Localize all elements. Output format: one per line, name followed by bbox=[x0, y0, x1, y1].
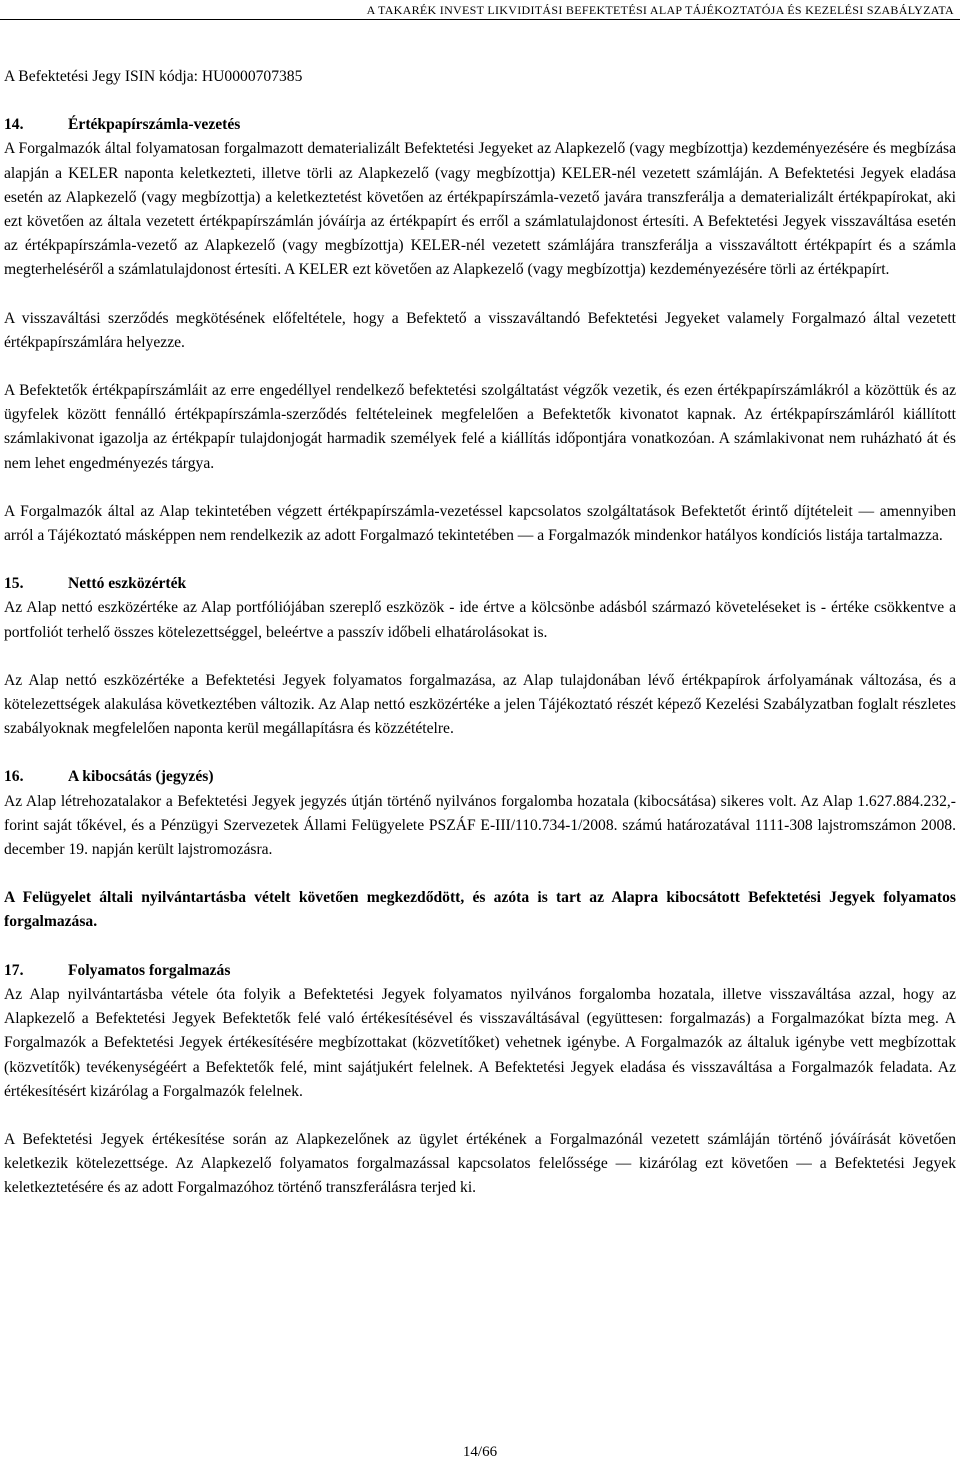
section-number: 15. bbox=[4, 575, 24, 593]
paragraph: Az Alap nettó eszközértéke az Alap portfóliójában szereplő eszközök - ide értve a kölcsönbe adásból származó követeléseket is - értéke csökkentve a portfoliót terhelő összes kötelezettséggel, beleértve a passzív időbeli elhatárolásokat is. bbox=[4, 599, 956, 641]
section-heading-14 bbox=[4, 113, 956, 137]
paragraph: Az Alap nettó eszközértéke a Befektetési Jegyek folyamatos forgalmazása, az Alap tulajdonában lévő értékpapírok árfolyamának változása, és a kötelezettségek alakulása következtében változik. Az Alap nettó eszközértéke a jelen Tájékoztató részét képező Kezelési Szabályzatban foglalt részletes szabályoknak megfelelően naponta kerül megállapításra és közzétételre. bbox=[4, 671, 956, 738]
document-body bbox=[4, 65, 956, 1225]
bold-paragraph: A Felügyelet általi nyilvántartásba vételt követően megkezdődött, és azóta is tart az Alapra kibocsátott Befektetési Jegyek folyamatos forgalmazása. bbox=[4, 889, 956, 931]
section-heading-17 bbox=[4, 959, 956, 983]
paragraph: A Forgalmazók által folyamatosan forgalmazott dematerializált Befektetési Jegyeket az Alapkezelő (vagy megbízottja) kezdeményezésére és megbízása alapján a KELER naponta keletkezteti, illetve törli az Alapkezelő (vagy megbízottja) KELER-nél vezetett számláján. A Befektetési Jegyek eladása esetén az Alapkezelő (vagy megbízottja) a keletkeztetést követően az értékpapírszámla-vezető javára transzferálja a dematerializált értékpapírokat, aki ezt követően az általa vezetett értékpapírszámlán jóváírja az értékpapírt és erről a számlatulajdonost értesíti. A Befektetési Jegyek visszaváltása esetén az értékpapírszámla-vezető az Alapkezelő (vagy megbízottja) KELER-nél vezetett számlájára transzferálja a visszaváltott értékpapírt és a számla megterheléséről a számlatulajdonost értesíti. A KELER ezt követően az Alapkezelő (vagy megbízottja) kezdeményezésére törli az értékpapírt. bbox=[4, 140, 956, 279]
section-number: 16. bbox=[4, 768, 24, 786]
section-title: Értékpapírszámla-vezetés bbox=[68, 116, 241, 134]
paragraph: Az Alap létrehozatalakor a Befektetési Jegyek jegyzés útján történő nyilvános forgalomba hozatala (kibocsátása) sikeres volt. Az Alap 1.627.884.232,- forint saját tőkével, és a Pénzügyi Szervezetek Állami Felügyelete PSZÁF E-III/110.734-1/2008. számú határozatával 1111-308 lajstromszámon 2008. december 19. napján került lajstromozásra. bbox=[4, 792, 956, 859]
section-title: Nettó eszközérték bbox=[68, 575, 187, 593]
header-divider bbox=[0, 19, 960, 20]
page-number: 14/66 bbox=[462, 1444, 498, 1460]
section-number: 17. bbox=[4, 961, 24, 979]
paragraph: A Befektetők értékpapírszámláit az erre engedéllyel rendelkező befektetési szolgáltatást végzők vezetik, és ezen értékpapírszámlákról a közöttük és az ügyfelek között fennálló értékpapírszámla-szerződés feltételeinek megfelelően a Befektetők kivonatot kapnak. Az értékpapírszámláról kiállított számlakivonat igazolja az értékpapír tulajdonjogát harmadik személyek felé a kiállítás időpontjára vonatkozóan. A számlakivonat nem ruházható át és nem lehet engedményezés tárgya. bbox=[4, 382, 956, 472]
section-title: Folyamatos forgalmazás bbox=[68, 961, 231, 979]
section-heading-15 bbox=[4, 572, 956, 596]
page-header bbox=[0, 0, 960, 32]
paragraph: A Befektetési Jegyek értékesítése során az Alapkezelőnek az ügylet értékének a Forgalmazónál vezetett számláján történő jóváírását követően keletkezik kötelezettsége. Az Alapkezelő folyamatos forgalmazással kapcsolatos felelőssége — kizárólag ezt követően — a Befektetési Jegyek keletkeztetésére és az adott Forgalmazóhoz történő transzferálásra terjed ki. bbox=[4, 1130, 956, 1197]
section-title: A kibocsátás (jegyzés) bbox=[68, 768, 214, 786]
isin-code: A Befektetési Jegy ISIN kódja: HU0000707385 bbox=[4, 68, 303, 85]
paragraph: A visszaváltási szerződés megkötésének előfeltétele, hogy a Befektető a visszaváltandó Befektetési Jegyeket valamely Forgalmazó által vezetett értékpapírszámlára helyezze. bbox=[4, 309, 956, 351]
header-title: A TAKARÉK INVEST LIKVIDITÁSI BEFEKTETÉSI ALAP TÁJÉKOZTATÓJA ÉS KEZELÉSI SZABÁLYZATA bbox=[366, 3, 954, 17]
section-number: 14. bbox=[4, 116, 24, 134]
paragraph: A Forgalmazók által az Alap tekintetében végzett értékpapírszámla-vezetéssel kapcsolatos szolgáltatások Befektetőt érintő díjtételeit — amennyiben arról a Tájékoztató másképpen nem rendelkezik az adott Forgalmazó tekintetében — a Forgalmazók mindenkor hatályos kondíciós listája tartalmazza. bbox=[4, 502, 956, 545]
section-heading-16 bbox=[4, 765, 956, 789]
paragraph: Az Alap nyilvántartásba vétele óta folyik a Befektetési Jegyek folyamatos nyilvános forgalomba hozatala, illetve visszaváltása azzal, hogy az Alapkezelő a Befektetési Jegyek Befektetők felé való értékesítésével és visszaváltásával (együttesen: forgalmazás) a Forgalmazókat bízta meg. A Forgalmazók a Befektetési Jegyek értékesítésére megbízottakat (közvetítőket) vehetnek igénybe. A Forgalmazók az általuk igénybe vett megbízottak (közvetítők) tevékenységéért a Befektetők felé, mint sajátjukért felelnek. A Befektetési Jegyek eladása és visszaváltása a Forgalmazók feladata. Az értékesítésért kizárólag a Forgalmazók felelnek. bbox=[4, 985, 956, 1100]
